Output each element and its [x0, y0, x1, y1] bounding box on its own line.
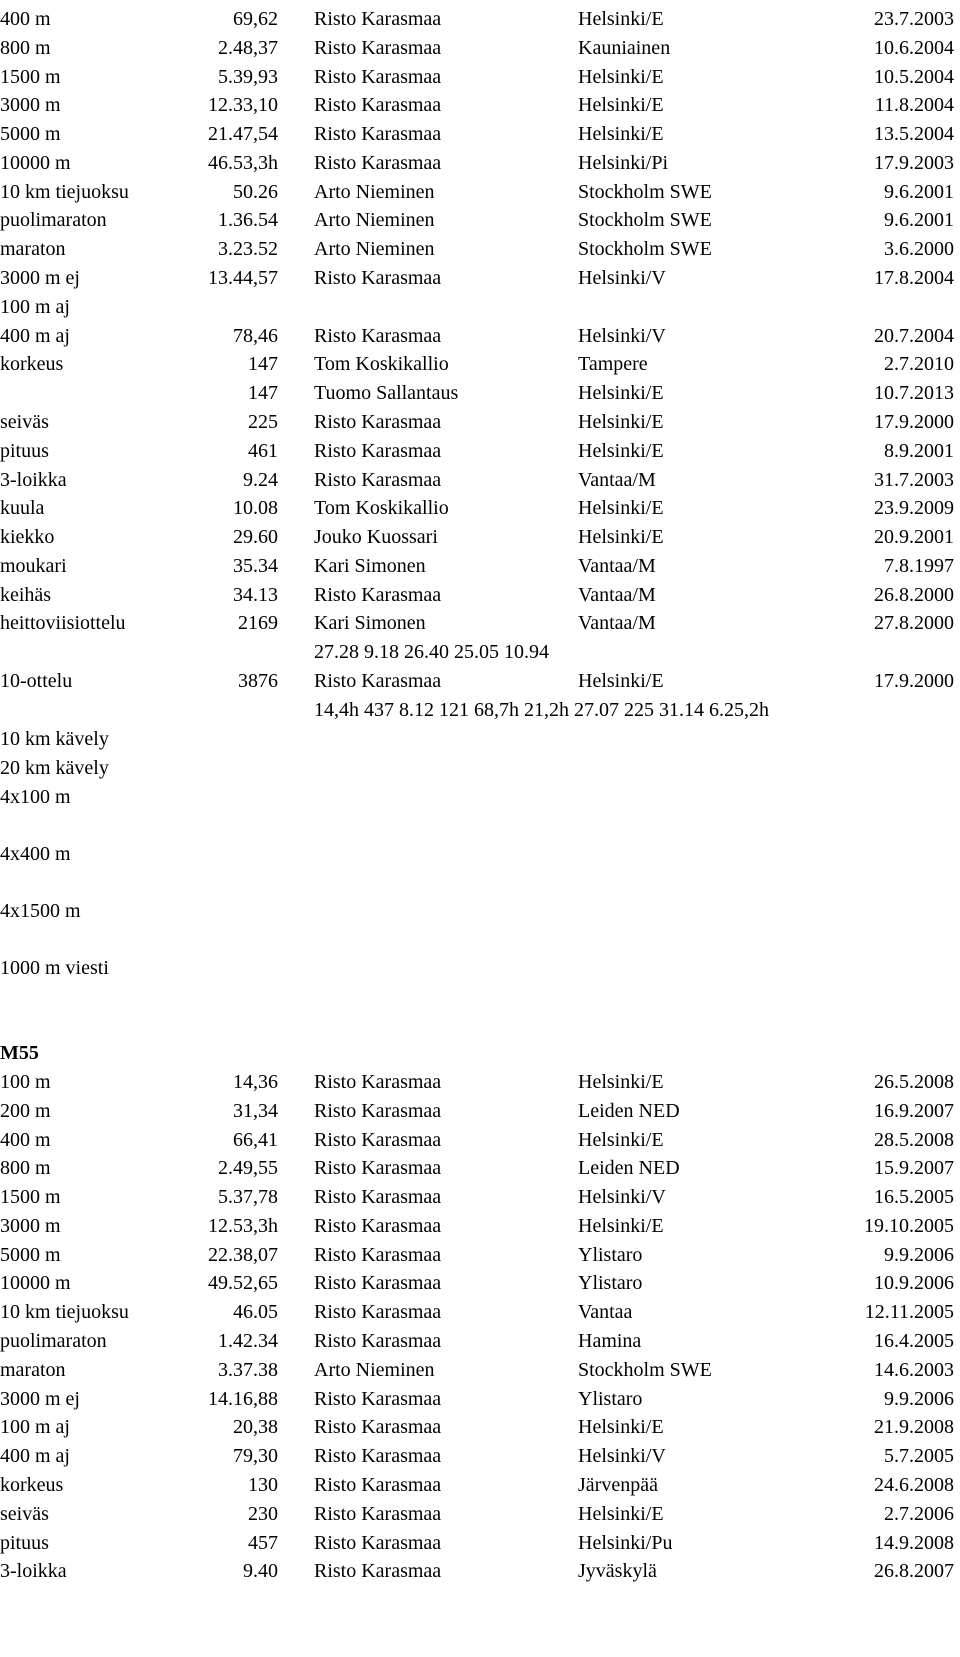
- venue: Jyväskylä: [578, 1560, 657, 1582]
- record-row: [0, 608, 960, 638]
- event-name: 400 m: [0, 8, 51, 30]
- result-value: 9.40: [243, 1560, 278, 1582]
- result-value: 13.44,57: [208, 267, 278, 289]
- record-row: [0, 33, 960, 63]
- event-name: 10-ottelu: [0, 670, 73, 692]
- record-date: 3.6.2000: [884, 238, 954, 260]
- result-value: 66,41: [233, 1129, 278, 1151]
- venue: Helsinki/V: [578, 1445, 666, 1467]
- event-name: 400 m: [0, 1129, 51, 1151]
- event-name: korkeus: [0, 353, 64, 375]
- venue: Helsinki/E: [578, 440, 664, 462]
- venue: Hamina: [578, 1330, 642, 1352]
- athlete-name: Risto Karasmaa: [314, 66, 442, 88]
- result-value: 457: [248, 1532, 278, 1554]
- venue: Helsinki/E: [578, 1215, 664, 1237]
- record-date: 12.11.2005: [864, 1301, 954, 1323]
- event-name: 400 m aj: [0, 1445, 70, 1467]
- venue: Vantaa/M: [578, 469, 656, 491]
- athlete-name: Risto Karasmaa: [314, 94, 442, 116]
- athlete-name: Kari Simonen: [314, 555, 426, 577]
- result-value: 2.48,37: [218, 37, 278, 59]
- record-date: 10.7.2013: [874, 382, 954, 404]
- event-name: 3000 m: [0, 94, 61, 116]
- event-detail: 27.28 9.18 26.40 25.05 10.94: [314, 641, 549, 663]
- event-name: maraton: [0, 238, 66, 260]
- event-name: 4x100 m: [0, 786, 71, 808]
- venue: Vantaa: [578, 1301, 633, 1323]
- athlete-name: Risto Karasmaa: [314, 123, 442, 145]
- record-date: 13.5.2004: [874, 123, 954, 145]
- result-value: 14.16,88: [208, 1388, 278, 1410]
- event-name: keihäs: [0, 584, 52, 606]
- venue: Leiden NED: [578, 1100, 680, 1122]
- record-row: [0, 1240, 960, 1270]
- event-name: 5000 m: [0, 1244, 61, 1266]
- athlete-name: Risto Karasmaa: [314, 1416, 442, 1438]
- venue: Stockholm SWE: [578, 1359, 712, 1381]
- athlete-name: Risto Karasmaa: [314, 1474, 442, 1496]
- event-name: 4x1500 m: [0, 900, 81, 922]
- record-date: 2.7.2010: [884, 353, 954, 375]
- event-name: 5000 m: [0, 123, 61, 145]
- record-date: 23.7.2003: [874, 8, 954, 30]
- athlete-name: Risto Karasmaa: [314, 8, 442, 30]
- record-row: [0, 119, 960, 149]
- venue: Helsinki/E: [578, 526, 664, 548]
- venue: Helsinki/Pi: [578, 152, 669, 174]
- record-date: 27.8.2000: [874, 612, 954, 634]
- athlete-name: Risto Karasmaa: [314, 37, 442, 59]
- result-value: 12.53,3h: [208, 1215, 278, 1237]
- athlete-name: Risto Karasmaa: [314, 1071, 442, 1093]
- record-date: 5.7.2005: [884, 1445, 954, 1467]
- athlete-name: Risto Karasmaa: [314, 440, 442, 462]
- athlete-name: Risto Karasmaa: [314, 1215, 442, 1237]
- result-value: 3.37.38: [218, 1359, 278, 1381]
- section-heading: [0, 1038, 960, 1068]
- record-row: [0, 1556, 960, 1586]
- record-row: [0, 436, 960, 466]
- record-row: [0, 580, 960, 610]
- event-name: 4x400 m: [0, 843, 71, 865]
- venue: Helsinki/Pu: [578, 1532, 673, 1554]
- record-date: 10.9.2006: [874, 1272, 954, 1294]
- result-value: 10.08: [233, 497, 278, 519]
- result-value: 1.42.34: [218, 1330, 278, 1352]
- record-row: [0, 321, 960, 351]
- event-name: korkeus: [0, 1474, 64, 1496]
- record-row: [0, 407, 960, 437]
- event-name: puolimaraton: [0, 1330, 107, 1352]
- result-value: 21.47,54: [208, 123, 278, 145]
- venue: Kauniainen: [578, 37, 671, 59]
- event-name: 100 m aj: [0, 1416, 70, 1438]
- athlete-name: Kari Simonen: [314, 612, 426, 634]
- record-row: [0, 1297, 960, 1327]
- record-date: 16.5.2005: [874, 1186, 954, 1208]
- result-value: 79,30: [233, 1445, 278, 1467]
- event-name: 800 m: [0, 1157, 51, 1179]
- venue: Ylistaro: [578, 1244, 643, 1266]
- record-row: [0, 378, 960, 408]
- event-name: 10000 m: [0, 152, 71, 174]
- result-value: 78,46: [233, 325, 278, 347]
- result-value: 46.53,3h: [208, 152, 278, 174]
- result-value: 2169: [238, 612, 278, 634]
- event-name: 10000 m: [0, 1272, 71, 1294]
- athlete-name: Risto Karasmaa: [314, 670, 442, 692]
- record-row: [0, 1153, 960, 1183]
- event-name: 3000 m ej: [0, 1388, 80, 1410]
- result-value: 1.36.54: [218, 209, 278, 231]
- venue: Leiden NED: [578, 1157, 680, 1179]
- athlete-name: Tom Koskikallio: [314, 353, 449, 375]
- record-row: [0, 522, 960, 552]
- record-row: [0, 724, 960, 754]
- venue: Helsinki/E: [578, 382, 664, 404]
- event-name: 100 m aj: [0, 296, 70, 318]
- event-name: 3-loikka: [0, 469, 67, 491]
- record-date: 11.8.2004: [874, 94, 954, 116]
- decathlon-detail-row: [0, 695, 960, 725]
- record-row: [0, 1499, 960, 1529]
- result-value: 3.23.52: [218, 238, 278, 260]
- athlete-name: Risto Karasmaa: [314, 1301, 442, 1323]
- event-name: 400 m aj: [0, 325, 70, 347]
- event-name: 100 m: [0, 1071, 51, 1093]
- athlete-name: Risto Karasmaa: [314, 469, 442, 491]
- record-row: [0, 90, 960, 120]
- record-row: [0, 1412, 960, 1442]
- athlete-name: Risto Karasmaa: [314, 325, 442, 347]
- record-date: 17.9.2000: [874, 670, 954, 692]
- venue: Helsinki/E: [578, 497, 664, 519]
- record-date: 26.8.2000: [874, 584, 954, 606]
- event-name: seiväs: [0, 411, 49, 433]
- venue: Vantaa/M: [578, 555, 656, 577]
- result-value: 50.26: [233, 181, 278, 203]
- venue: Helsinki/E: [578, 1503, 664, 1525]
- athlete-name: Risto Karasmaa: [314, 1388, 442, 1410]
- record-row: [0, 349, 960, 379]
- event-name: 200 m: [0, 1100, 51, 1122]
- event-name: 1000 m viesti: [0, 957, 109, 979]
- venue: Helsinki/V: [578, 267, 666, 289]
- result-value: 22.38,07: [208, 1244, 278, 1266]
- event-name: maraton: [0, 1359, 66, 1381]
- record-row: [0, 493, 960, 523]
- event-name: 3000 m: [0, 1215, 61, 1237]
- athlete-name: Risto Karasmaa: [314, 584, 442, 606]
- record-date: 20.7.2004: [874, 325, 954, 347]
- record-date: 26.8.2007: [874, 1560, 954, 1582]
- result-value: 130: [248, 1474, 278, 1496]
- result-value: 69,62: [233, 8, 278, 30]
- athlete-name: Arto Nieminen: [314, 209, 435, 231]
- record-row: [0, 1384, 960, 1414]
- athlete-name: Risto Karasmaa: [314, 1272, 442, 1294]
- event-name: 10 km kävely: [0, 728, 109, 750]
- record-date: 17.9.2000: [874, 411, 954, 433]
- record-date: 31.7.2003: [874, 469, 954, 491]
- record-date: 9.6.2001: [884, 181, 954, 203]
- record-row: [0, 177, 960, 207]
- result-value: 35.34: [233, 555, 278, 577]
- result-value: 147: [248, 382, 278, 404]
- athlete-name: Risto Karasmaa: [314, 1129, 442, 1151]
- event-name: 20 km kävely: [0, 757, 109, 779]
- venue: Vantaa/M: [578, 612, 656, 634]
- event-name: 1500 m: [0, 1186, 61, 1208]
- venue: Vantaa/M: [578, 584, 656, 606]
- athlete-name: Arto Nieminen: [314, 181, 435, 203]
- record-date: 2.7.2006: [884, 1503, 954, 1525]
- record-row: [0, 1355, 960, 1385]
- venue: Helsinki/E: [578, 1416, 664, 1438]
- athlete-name: Tuomo Sallantaus: [314, 382, 459, 404]
- record-row: [0, 1268, 960, 1298]
- athlete-name: Risto Karasmaa: [314, 1560, 442, 1582]
- result-value: 31,34: [233, 1100, 278, 1122]
- event-detail: 14,4h 437 8.12 121 68,7h 21,2h 27.07 225 31.14 6.25,2h: [314, 699, 769, 721]
- record-date: 14.9.2008: [874, 1532, 954, 1554]
- record-row: [0, 1528, 960, 1558]
- result-value: 225: [248, 411, 278, 433]
- result-value: 2.49,55: [218, 1157, 278, 1179]
- event-name: 10 km tiejuoksu: [0, 181, 129, 203]
- athlete-name: Risto Karasmaa: [314, 1100, 442, 1122]
- record-date: 16.9.2007: [874, 1100, 954, 1122]
- athlete-name: Tom Koskikallio: [314, 497, 449, 519]
- record-date: 7.8.1997: [884, 555, 954, 577]
- record-row: [0, 465, 960, 495]
- athlete-name: Risto Karasmaa: [314, 267, 442, 289]
- venue: Stockholm SWE: [578, 238, 712, 260]
- record-row: [0, 753, 960, 783]
- record-row: [0, 205, 960, 235]
- event-name: seiväs: [0, 1503, 49, 1525]
- record-date: 16.4.2005: [874, 1330, 954, 1352]
- record-date: 26.5.2008: [874, 1071, 954, 1093]
- venue: Helsinki/E: [578, 670, 664, 692]
- result-value: 9.24: [243, 469, 278, 491]
- athlete-name: Risto Karasmaa: [314, 1157, 442, 1179]
- result-value: 34.13: [233, 584, 278, 606]
- event-name: pituus: [0, 440, 49, 462]
- result-value: 3876: [238, 670, 278, 692]
- result-value: 5.37,78: [218, 1186, 278, 1208]
- venue: Stockholm SWE: [578, 181, 712, 203]
- venue: Helsinki/V: [578, 325, 666, 347]
- athlete-name: Risto Karasmaa: [314, 411, 442, 433]
- record-row: [0, 1470, 960, 1500]
- event-name: kuula: [0, 497, 45, 519]
- athlete-name: Risto Karasmaa: [314, 1503, 442, 1525]
- record-date: 17.9.2003: [874, 152, 954, 174]
- record-row: [0, 666, 960, 696]
- record-date: 15.9.2007: [874, 1157, 954, 1179]
- record-date: 9.9.2006: [884, 1388, 954, 1410]
- result-value: 49.52,65: [208, 1272, 278, 1294]
- venue: Helsinki/E: [578, 1129, 664, 1151]
- result-value: 29.60: [233, 526, 278, 548]
- record-date: 10.6.2004: [874, 37, 954, 59]
- record-row: [0, 551, 960, 581]
- record-date: 23.9.2009: [874, 497, 954, 519]
- record-row: [0, 896, 960, 926]
- record-date: 19.10.2005: [864, 1215, 954, 1237]
- record-date: 10.5.2004: [874, 66, 954, 88]
- event-name: puolimaraton: [0, 209, 107, 231]
- venue: Helsinki/E: [578, 411, 664, 433]
- event-name: 3-loikka: [0, 1560, 67, 1582]
- record-row: [0, 1067, 960, 1097]
- record-row: [0, 782, 960, 812]
- athlete-name: Arto Nieminen: [314, 238, 435, 260]
- record-row: [0, 953, 960, 983]
- section-title: M55: [0, 1042, 39, 1064]
- venue: Tampere: [578, 353, 648, 375]
- athlete-name: Risto Karasmaa: [314, 1244, 442, 1266]
- record-date: 17.8.2004: [874, 267, 954, 289]
- result-value: 461: [248, 440, 278, 462]
- record-date: 28.5.2008: [874, 1129, 954, 1151]
- event-name: 800 m: [0, 37, 51, 59]
- athlete-name: Risto Karasmaa: [314, 152, 442, 174]
- venue: Helsinki/V: [578, 1186, 666, 1208]
- venue: Helsinki/E: [578, 1071, 664, 1093]
- result-value: 230: [248, 1503, 278, 1525]
- athlete-name: Risto Karasmaa: [314, 1532, 442, 1554]
- result-value: 20,38: [233, 1416, 278, 1438]
- venue: Helsinki/E: [578, 123, 664, 145]
- record-row: [0, 1125, 960, 1155]
- venue: Ylistaro: [578, 1388, 643, 1410]
- event-name: 1500 m: [0, 66, 61, 88]
- record-row: [0, 1441, 960, 1471]
- record-row: [0, 292, 960, 322]
- record-row: [0, 1182, 960, 1212]
- result-value: 12.33,10: [208, 94, 278, 116]
- record-date: 8.9.2001: [884, 440, 954, 462]
- record-row: [0, 263, 960, 293]
- athlete-name: Jouko Kuossari: [314, 526, 438, 548]
- athlete-name: Risto Karasmaa: [314, 1330, 442, 1352]
- record-row: [0, 1211, 960, 1241]
- record-row: [0, 234, 960, 264]
- venue: Helsinki/E: [578, 94, 664, 116]
- record-date: 14.6.2003: [874, 1359, 954, 1381]
- record-row: [0, 1326, 960, 1356]
- record-date: 9.9.2006: [884, 1244, 954, 1266]
- record-row: [0, 839, 960, 869]
- result-value: 147: [248, 353, 278, 375]
- record-date: 24.6.2008: [874, 1474, 954, 1496]
- heptathlon-detail-row: [0, 637, 960, 667]
- venue: Stockholm SWE: [578, 209, 712, 231]
- event-name: 3000 m ej: [0, 267, 80, 289]
- athlete-name: Risto Karasmaa: [314, 1186, 442, 1208]
- record-row: [0, 1096, 960, 1126]
- event-name: 10 km tiejuoksu: [0, 1301, 129, 1323]
- record-date: 21.9.2008: [874, 1416, 954, 1438]
- record-row: [0, 62, 960, 92]
- event-name: pituus: [0, 1532, 49, 1554]
- venue: Helsinki/E: [578, 8, 664, 30]
- result-value: 14,36: [233, 1071, 278, 1093]
- venue: Järvenpää: [578, 1474, 658, 1496]
- record-row: [0, 148, 960, 178]
- venue: Ylistaro: [578, 1272, 643, 1294]
- record-date: 9.6.2001: [884, 209, 954, 231]
- event-name: heittoviisiottelu: [0, 612, 126, 634]
- event-name: moukari: [0, 555, 67, 577]
- result-value: 46.05: [233, 1301, 278, 1323]
- venue: Helsinki/E: [578, 66, 664, 88]
- record-row: [0, 4, 960, 34]
- athlete-name: Risto Karasmaa: [314, 1445, 442, 1467]
- result-value: 5.39,93: [218, 66, 278, 88]
- event-name: kiekko: [0, 526, 55, 548]
- athlete-name: Arto Nieminen: [314, 1359, 435, 1381]
- record-date: 20.9.2001: [874, 526, 954, 548]
